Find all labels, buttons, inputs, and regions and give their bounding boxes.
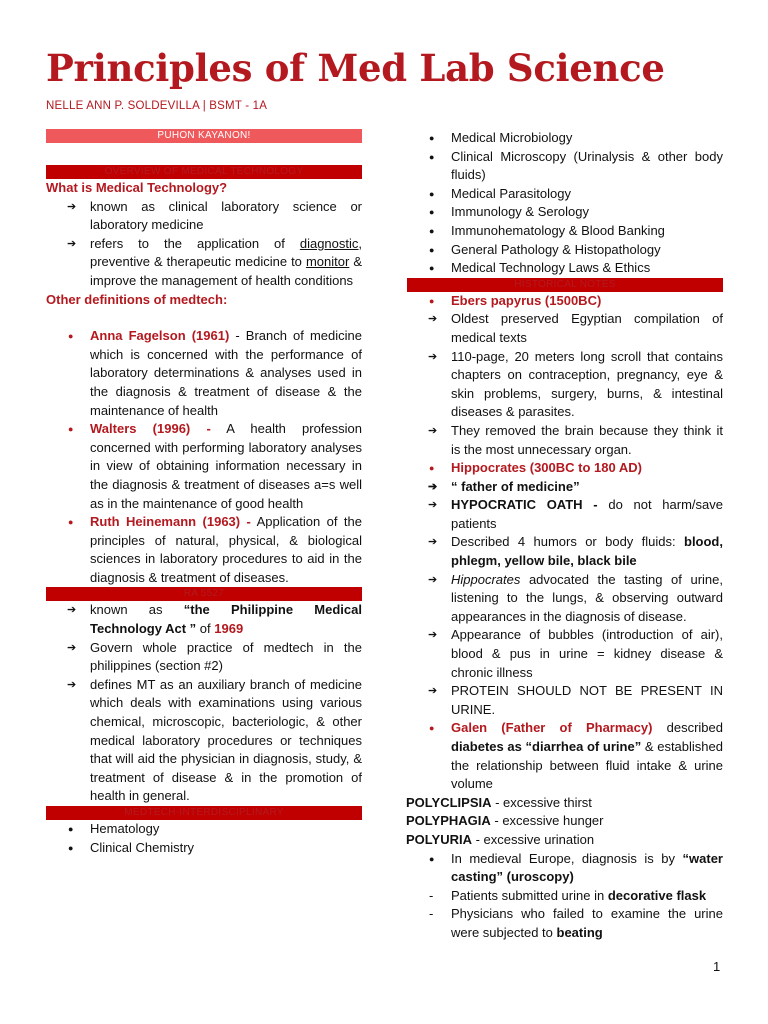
list-item: ● Ruth Heinemann (1963) - Application of the principles of natural, physical, & biological sciences in laboratory procedures to aid in the diagnosis & treatment of diseases. (46, 513, 362, 587)
list-item: ● Ebers papyrus (1500BC) (407, 292, 723, 311)
list-item: ➔ “ father of medicine” (407, 478, 723, 497)
poly-terms (406, 794, 723, 850)
page-number: 1 (713, 959, 721, 974)
list-item: ● Medical Parasitology (407, 185, 723, 204)
list-item: ➔ Hippocrates advocated the tasting of urine, listening to the lungs, & observing outward appearances in the diagnosis of disease. (407, 571, 723, 627)
section-bar-historical-notes: HISTORICAL NOTES (407, 278, 723, 292)
list-item: ➔ known as clinical laboratory science or laboratory medicine (46, 198, 362, 235)
list-item: ● Immunohematology & Blood Banking (407, 222, 723, 241)
list-item: ➔ known as “the Philippine Medical Technology Act ” of 1969 (46, 601, 362, 638)
list-item: ● Anna Fagelson (1961) - Branch of medicine which is concerned with the performance of laboratory determinations & analyses used in the diagnosis & treatment of disease & the maintenance of health (46, 327, 362, 420)
list-item: - Physicians who failed to examine the urine were subjected to beating (407, 905, 723, 942)
list-item: ➔ Govern whole practice of medtech in the philippines (section #2) (46, 639, 362, 676)
ra5527-list (46, 601, 362, 806)
list-item: ➔ Appearance of bubbles (introduction of air), blood & pus in urine = kidney disease & chronic illness (407, 626, 723, 682)
disciplines-list-right (407, 129, 723, 278)
disciplines-list-left (46, 820, 362, 857)
hippocrates-list (407, 478, 723, 720)
section-bar-puhon: PUHON KAYANON! (46, 129, 362, 143)
list-item: ● Hematology (46, 820, 362, 839)
list-item: ● General Pathology & Histopathology (407, 241, 723, 260)
list-item: ● Immunology & Serology (407, 203, 723, 222)
page-title: Principles of Med Lab Science (46, 46, 665, 90)
list-item: ● Medical Microbiology (407, 129, 723, 148)
ebers-heading (407, 292, 723, 311)
list-item: ● Medical Technology Laws & Ethics (407, 259, 723, 278)
medieval-list (407, 850, 723, 887)
uroscopy-list (407, 887, 723, 943)
term-polyclipsia: POLYCLIPSIA - excessive thirst (406, 794, 592, 810)
galen-list (407, 719, 723, 793)
other-definitions-list (46, 327, 362, 587)
term-polyuria: POLYURIA - excessive urination (406, 831, 595, 847)
list-item: ➔ HYPOCRATIC OATH - do not harm/save patients (407, 496, 723, 533)
list-item: ➔ Oldest preserved Egyptian compilation of medical texts (407, 310, 723, 347)
term-polyphagia: POLYPHAGIA - excessive hunger (406, 813, 604, 829)
list-item: ➔ PROTEIN SHOULD NOT BE PRESENT IN URINE. (407, 682, 723, 719)
list-item: ➔ defines MT as an auxiliary branch of medicine which deals with examinations using various chemical, microscopic, bacteriologic, & other medical laboratory procedures or techniques that will aid the physician in diagnosis, study, & treatment of disease & in the promotion of health in general. (46, 676, 362, 806)
heading-what-is-medtech: What is Medical Technology? (46, 180, 228, 195)
hippocrates-heading (407, 459, 723, 478)
heading-other-definitions: Other definitions of medtech: (46, 291, 228, 307)
list-item: ● Clinical Microscopy (Urinalysis & other body fluids) (407, 148, 723, 185)
list-item: ➔ refers to the application of diagnostic, preventive & therapeutic medicine to monitor & improve the management of health conditions (46, 235, 362, 291)
list-item: - Patients submitted urine in decorative flask (407, 887, 723, 906)
list-item: ➔ 110-page, 20 meters long scroll that contains chapters on contraception, pregnancy, eye & skin problems, surgery, burns, & intestinal diseases & parasites. (407, 348, 723, 422)
list-item: ➔ Described 4 humors or body fluids: blood, phlegm, yellow bile, black bile (407, 533, 723, 570)
right-column (407, 129, 723, 943)
list-item: ● Walters (1996) - A health profession concerned with performing laboratory analyses in view of obtaining information necessary in the diagnosis & treatment of diseases a=s well as in the maintenance of good health (46, 420, 362, 513)
section-bar-interdisciplinary: MEDTECH-INTERDISCIPLINARY (46, 806, 362, 820)
list-item: ● Galen (Father of Pharmacy) described diabetes as “diarrhea of urine” & established the relationship between fluid intake & urine volume (407, 719, 723, 793)
section-bar-overview: OVERVIEW OF MEDICAL TECHNOLOGY (46, 165, 362, 179)
list-item: ● Hippocrates (300BC to 180 AD) (407, 459, 723, 478)
ebers-list (407, 310, 723, 459)
medtech-definition-list (46, 198, 362, 291)
left-column (46, 129, 362, 857)
list-item: ➔ They removed the brain because they think it is the most unnecessary organ. (407, 422, 723, 459)
list-item: ● In medieval Europe, diagnosis is by “water casting” (uroscopy) (407, 850, 723, 887)
list-item: ● Clinical Chemistry (46, 839, 362, 858)
author-line: NELLE ANN P. SOLDEVILLA | BSMT - 1A (46, 100, 268, 112)
section-bar-ra5527: RA 5527 (46, 587, 362, 601)
